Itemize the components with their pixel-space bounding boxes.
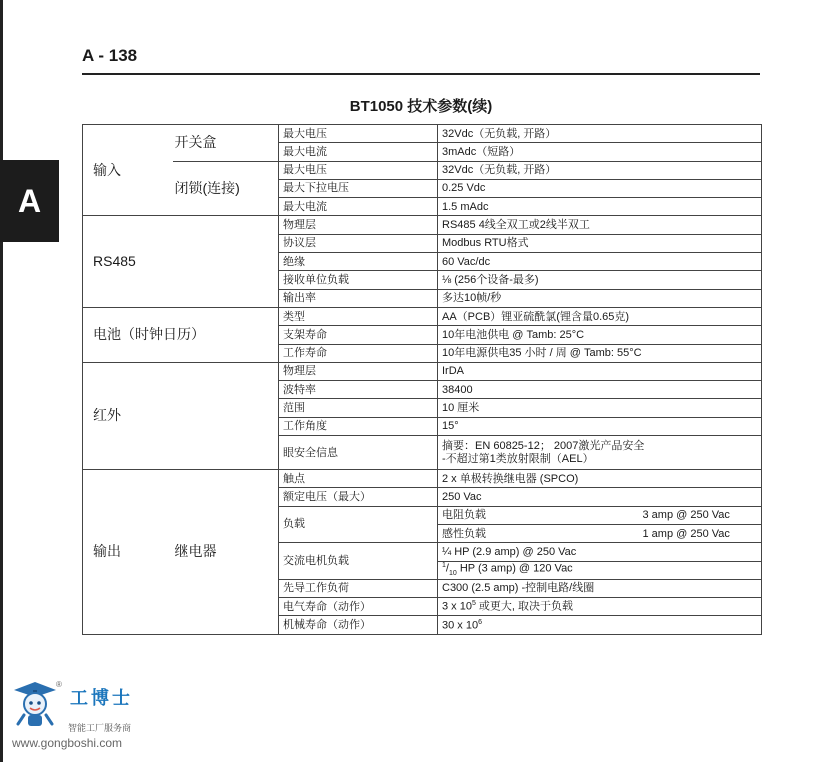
group-output: 输出 bbox=[83, 470, 173, 635]
subgroup-switchbox: 开关盒 bbox=[173, 125, 279, 162]
subgroup-lock: 闭锁(连接) bbox=[173, 161, 279, 216]
param-value: RS485 4线全双工或2线半双工 bbox=[438, 216, 762, 234]
param-value: 1.5 mAdc bbox=[438, 198, 762, 216]
section-tab: A bbox=[0, 160, 59, 242]
param-value: AA（PCB）锂亚硫酰氯(锂含量0.65克) bbox=[438, 307, 762, 325]
left-edge-rule bbox=[0, 0, 3, 762]
param-name: 协议层 bbox=[279, 234, 438, 252]
param-name: 支架寿命 bbox=[279, 326, 438, 344]
group-rs485: RS485 bbox=[83, 216, 173, 307]
param-name: 负载 bbox=[279, 506, 438, 543]
param-value: Modbus RTU格式 bbox=[438, 234, 762, 252]
param-name: 先导工作负荷 bbox=[279, 579, 438, 597]
param-name: 交流电机负载 bbox=[279, 543, 438, 580]
param-value: 32Vdc（无负载, 开路） bbox=[438, 161, 762, 179]
param-value: 250 Vac bbox=[438, 488, 762, 506]
param-name: 范围 bbox=[279, 399, 438, 417]
param-value: 10年电源供电35 小时 / 周 @ Tamb: 55°C bbox=[438, 344, 762, 362]
param-name: 物理层 bbox=[279, 362, 438, 380]
param-value: 3mAdc（短路） bbox=[438, 143, 762, 161]
subgroup-relay: 继电器 bbox=[173, 470, 279, 635]
param-value: C300 (2.5 amp) -控制电路/线圈 bbox=[438, 579, 762, 597]
brand-slogan: 智能工厂服务商 bbox=[68, 723, 132, 733]
table-row bbox=[83, 125, 762, 143]
param-name: 接收单位负载 bbox=[279, 271, 438, 289]
table-row bbox=[83, 362, 762, 380]
param-value: 1 amp @ 250 Vac bbox=[639, 524, 762, 542]
param-value: 0.25 Vdc bbox=[438, 179, 762, 197]
exponent: 6 bbox=[478, 618, 482, 626]
ac-motor-line-2: HP (3 amp) @ 120 Vac bbox=[456, 563, 573, 576]
param-name: 最大电流 bbox=[279, 198, 438, 216]
header-rule bbox=[82, 73, 760, 75]
table-row bbox=[83, 307, 762, 325]
param-name: 机械寿命（动作） bbox=[279, 616, 438, 634]
param-value: ⅛ (256个设备-最多) bbox=[438, 271, 762, 289]
group-infrared: 红外 bbox=[83, 362, 173, 469]
param-value: 15° bbox=[438, 417, 762, 435]
param-value: 多达10帧/秒 bbox=[438, 289, 762, 307]
group-battery: 电池（时钟日历） bbox=[83, 307, 279, 362]
param-value: $^1/_{10}$ HP (3 amp) @ 120 Vac bbox=[438, 561, 762, 579]
safety-line-1: 摘要：EN 60825-12； 2007激光产品安全 bbox=[442, 440, 645, 453]
param-value: IrDA bbox=[438, 362, 762, 380]
param-name: 工作角度 bbox=[279, 417, 438, 435]
param-value: 3 amp @ 250 Vac bbox=[639, 506, 762, 524]
param-name: 触点 bbox=[279, 470, 438, 488]
param-name: 输出率 bbox=[279, 289, 438, 307]
param-value: 60 Vac/dc bbox=[438, 253, 762, 271]
brand-name: 工博士 bbox=[70, 688, 133, 709]
exponent: 5 bbox=[471, 600, 476, 608]
watermark-logo bbox=[6, 680, 146, 760]
param-name: 工作寿命 bbox=[279, 344, 438, 362]
param-name: 最大电流 bbox=[279, 143, 438, 161]
brand-url: www.gongboshi.com bbox=[12, 736, 123, 750]
param-name: 物理层 bbox=[279, 216, 438, 234]
table-row bbox=[83, 470, 762, 488]
safety-line-2: -不超过第1类放射限制（AEL） bbox=[442, 452, 594, 465]
mechanical-life-base: 30 x 10 bbox=[442, 619, 479, 632]
param-name: 最大下拉电压 bbox=[279, 179, 438, 197]
param-name: 波特率 bbox=[279, 381, 438, 399]
param-name: 绝缘 bbox=[279, 253, 438, 271]
param-name: 额定电压（最大） bbox=[279, 488, 438, 506]
fraction-numerator: 1 bbox=[442, 562, 446, 570]
electrical-life-base: 3 x 10 bbox=[442, 601, 472, 614]
param-subname: 感性负载 bbox=[438, 524, 639, 542]
page-number: A - 138 bbox=[82, 46, 138, 65]
electrical-life-rest: 或更大, 取决于负载 bbox=[475, 601, 574, 614]
param-subname: 电阻负载 bbox=[438, 506, 639, 524]
subgroup-empty bbox=[173, 362, 279, 469]
param-value: 38400 bbox=[438, 381, 762, 399]
param-value bbox=[438, 598, 762, 616]
subgroup-empty bbox=[173, 216, 279, 307]
param-name: 最大电压 bbox=[279, 125, 438, 143]
param-value bbox=[438, 616, 762, 634]
fraction-denominator: 10 bbox=[448, 570, 457, 578]
param-name: 电气寿命（动作） bbox=[279, 598, 438, 616]
param-value: 32Vdc（无负载, 开路） bbox=[438, 125, 762, 143]
param-value: 2 x 单极转换继电器 (SPCO) bbox=[438, 470, 762, 488]
registered-mark: ® bbox=[56, 680, 62, 689]
param-name: 最大电压 bbox=[279, 161, 438, 179]
mascot-icon bbox=[12, 680, 58, 730]
table-row bbox=[83, 161, 762, 179]
param-name: 眼安全信息 bbox=[279, 436, 438, 470]
param-value bbox=[438, 436, 762, 470]
table-row bbox=[83, 216, 762, 234]
spec-table bbox=[82, 124, 762, 635]
param-value: ¼ HP (2.9 amp) @ 250 Vac bbox=[438, 543, 762, 561]
param-value: 10 厘米 bbox=[438, 399, 762, 417]
group-input: 输入 bbox=[83, 125, 173, 216]
param-value: 10年电池供电 @ Tamb: 25°C bbox=[438, 326, 762, 344]
table-title: BT1050 技术参数(续) bbox=[349, 98, 493, 115]
param-name: 类型 bbox=[279, 307, 438, 325]
